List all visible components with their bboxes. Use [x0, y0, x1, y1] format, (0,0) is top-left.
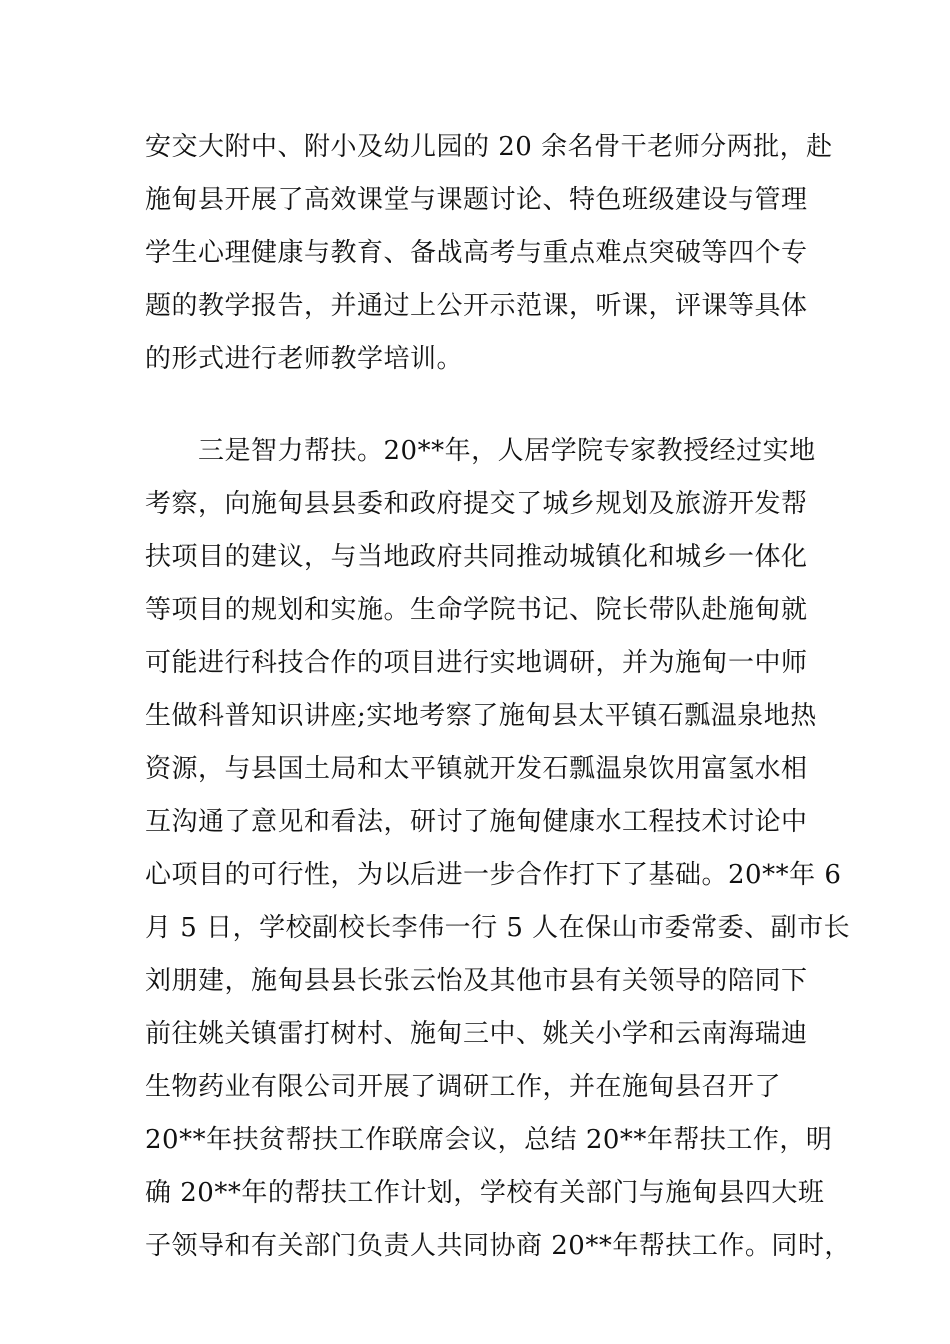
text-line: 互沟通了意见和看法，研讨了施甸健康水工程技术讨论中: [145, 807, 808, 837]
text-line: 确 20**年的帮扶工作计划，学校有关部门与施甸县四大班: [145, 1178, 825, 1208]
text-line: 等项目的规划和实施。生命学院书记、院长带队赴施甸就: [145, 595, 808, 625]
text-line: 生物药业有限公司开展了调研工作，并在施甸县召开了: [145, 1072, 782, 1102]
text-line: 心项目的可行性，为以后进一步合作打下了基础。20**年 6: [145, 860, 842, 890]
text-line: 扶项目的建议，与当地政府共同推动城镇化和城乡一体化: [145, 542, 808, 572]
text-line: 三是智力帮扶。20**年，人居学院专家教授经过实地: [198, 436, 816, 466]
text-line: 的形式进行老师教学培训。: [145, 344, 464, 374]
text-line: 题的教学报告，并通过上公开示范课，听课，评课等具体: [145, 291, 808, 321]
text-line: 学生心理健康与教育、备战高考与重点难点突破等四个专: [145, 238, 808, 268]
text-line: 生做科普知识讲座;实地考察了施甸县太平镇石瓢温泉地热: [145, 701, 817, 731]
text-line: 20**年扶贫帮扶工作联席会议，总结 20**年帮扶工作，明: [145, 1125, 833, 1155]
text-line: 前往姚关镇雷打树村、施甸三中、姚关小学和云南海瑞迪: [145, 1019, 808, 1049]
text-line: 月 5 日，学校副校长李伟一行 5 人在保山市委常委、副市长: [145, 913, 851, 943]
text-line: 可能进行科技合作的项目进行实地调研，并为施甸一中师: [145, 648, 808, 678]
text-line: 子领导和有关部门负责人共同协商 20**年帮扶工作。同时，: [145, 1231, 851, 1261]
text-line: 安交大附中、附小及幼儿园的 20 余名骨干老师分两批，赴: [145, 132, 833, 162]
text-line: 施甸县开展了高效课堂与课题讨论、特色班级建设与管理: [145, 185, 808, 215]
text-line: 资源，与县国土局和太平镇就开发石瓢温泉饮用富氢水相: [145, 754, 808, 784]
text-line: 刘朋建，施甸县县长张云怡及其他市县有关领导的陪同下: [145, 966, 808, 996]
text-line: 考察，向施甸县县委和政府提交了城乡规划及旅游开发帮: [145, 489, 808, 519]
